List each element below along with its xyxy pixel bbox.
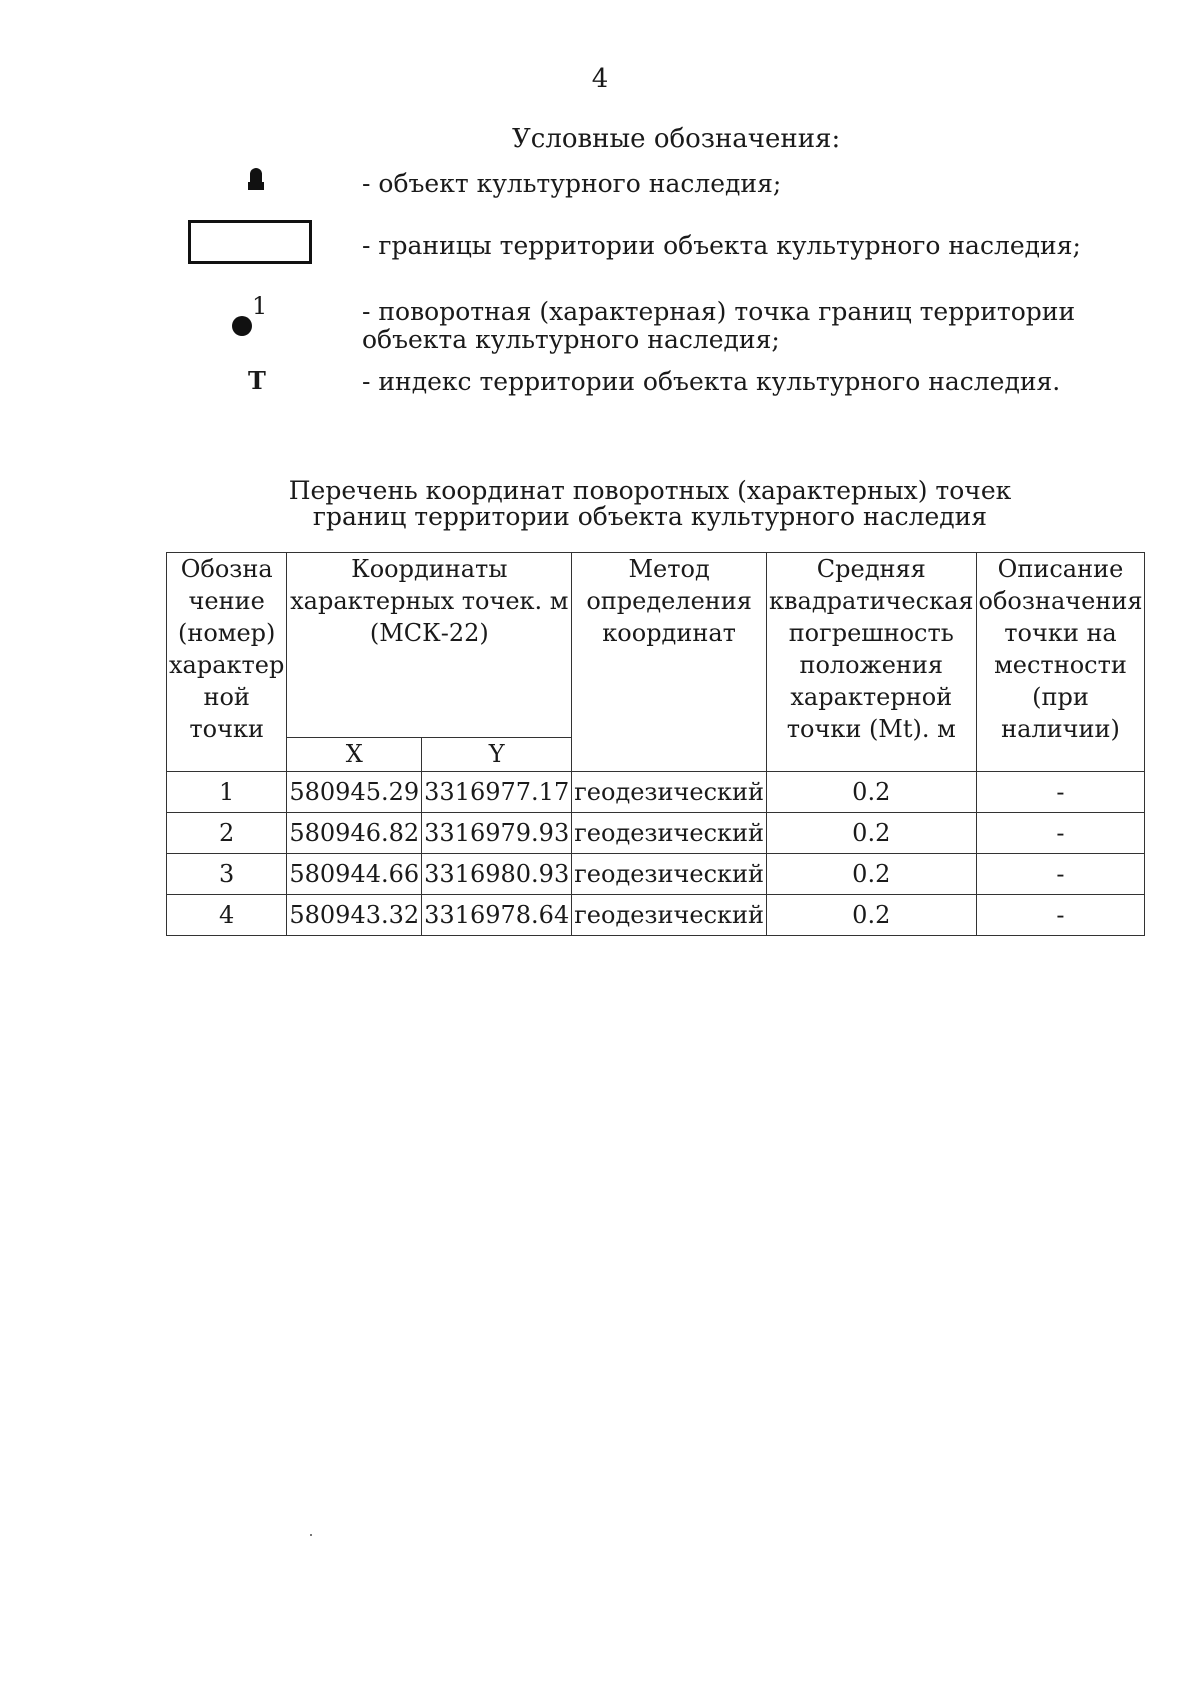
table-row <box>167 854 1145 895</box>
legend-text-boundaries: - границы территории объекта культурного наследия; <box>362 231 1081 260</box>
table-header-row <box>167 553 1145 738</box>
cell-description: - <box>976 854 1145 895</box>
turning-point-icon <box>230 292 270 340</box>
cell-method: геодезический <box>572 854 767 895</box>
cell-y: 3316978.64 <box>422 895 572 936</box>
cell-error: 0.2 <box>767 772 977 813</box>
legend-text-heritage-object: - объект культурного наследия; <box>362 169 782 198</box>
header-designation: Обозна чение (номер) характер ной точки <box>167 553 287 772</box>
boundary-rect-icon <box>188 220 312 264</box>
header-x: X <box>287 738 422 772</box>
cell-method: геодезический <box>572 772 767 813</box>
cell-y: 3316980.93 <box>422 854 572 895</box>
territory-index-icon: Т <box>248 366 266 395</box>
cell-x: 580945.29 <box>287 772 422 813</box>
cell-x: 580943.32 <box>287 895 422 936</box>
legend-title: Условные обозначения: <box>512 124 841 154</box>
scan-speck <box>310 1534 312 1536</box>
header-error: Средняя квадратическая погрешность положения характерной точки (Mt). м <box>767 553 977 772</box>
header-y: Y <box>422 738 572 772</box>
cell-description: - <box>976 813 1145 854</box>
cell-error: 0.2 <box>767 813 977 854</box>
cell-description: - <box>976 895 1145 936</box>
cell-num: 2 <box>167 813 287 854</box>
table-title <box>0 478 1200 530</box>
cell-y: 3316977.17 <box>422 772 572 813</box>
table-row <box>167 895 1145 936</box>
table-title-line2: границ территории объекта культурного наследия <box>312 502 988 531</box>
cell-x: 580946.82 <box>287 813 422 854</box>
header-coordinates: Координаты характерных точек. м (МСК-22) <box>287 553 572 738</box>
cell-x: 580944.66 <box>287 854 422 895</box>
cell-num: 4 <box>167 895 287 936</box>
cell-num: 3 <box>167 854 287 895</box>
cell-error: 0.2 <box>767 854 977 895</box>
cell-num: 1 <box>167 772 287 813</box>
page-number: 4 <box>591 64 609 94</box>
table-row <box>167 772 1145 813</box>
turning-point-number: 1 <box>252 292 268 320</box>
legend-text-turning-point: - поворотная (характерная) точка границ территории объекта культурного наследия; <box>362 297 1076 354</box>
table-title-line1: Перечень координат поворотных (характерных) точек <box>288 476 1012 505</box>
header-method: Метод определения координат <box>572 553 767 772</box>
cell-error: 0.2 <box>767 895 977 936</box>
cell-method: геодезический <box>572 813 767 854</box>
cell-method: геодезический <box>572 895 767 936</box>
cell-description: - <box>976 772 1145 813</box>
legend-text-territory-index: - индекс территории объекта культурного наследия. <box>362 367 1061 396</box>
monument-icon <box>248 168 264 192</box>
header-description: Описание обозначения точки на местности (при наличии) <box>976 553 1145 772</box>
table-row <box>167 813 1145 854</box>
cell-y: 3316979.93 <box>422 813 572 854</box>
coordinates-table <box>166 552 1145 936</box>
